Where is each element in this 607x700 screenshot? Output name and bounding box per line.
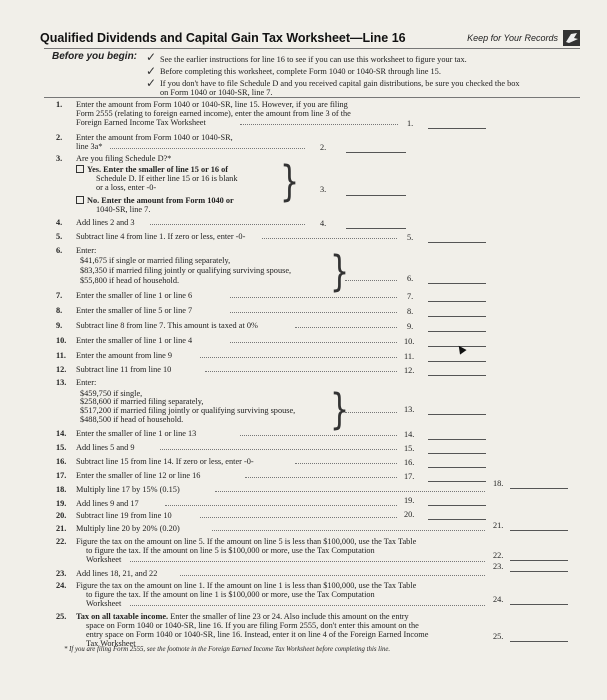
line-9-entry[interactable] — [428, 322, 486, 332]
line-24-entry[interactable] — [510, 595, 568, 605]
line-13-entry[interactable] — [428, 405, 486, 415]
line-18-text: Multiply line 17 by 15% (0.15) — [76, 485, 180, 494]
line-ref: 12. — [404, 366, 415, 375]
before-item-3: If you don't have to file Schedule D and you received capital gain distributions, be sure you checked the box — [160, 79, 520, 88]
line-number: 24. — [56, 581, 67, 590]
line-12-entry[interactable] — [428, 366, 486, 376]
line-13-text: $488,500 if head of household. — [80, 415, 184, 424]
leader-dots — [200, 515, 397, 518]
line-5-text: Subtract line 4 from line 1. If zero or less, enter -0- — [76, 232, 246, 241]
keep-for-records-note: Keep for Your Records — [467, 33, 558, 43]
leader-dots — [130, 603, 485, 606]
leader-dots — [345, 410, 397, 413]
line-3-text: Are you filing Schedule D?* — [76, 154, 172, 163]
section-rule — [44, 97, 580, 98]
line-22-entry[interactable] — [510, 551, 568, 561]
line-3-yes-option[interactable]: Yes. Enter the smaller of line 15 or 16 of — [76, 165, 228, 174]
line-6-entry[interactable] — [428, 274, 486, 284]
line-ref: 19. — [404, 496, 415, 505]
leader-dots — [212, 528, 485, 531]
line-number: 1. — [56, 100, 63, 109]
line-number: 17. — [56, 471, 67, 480]
line-number: 15. — [56, 443, 67, 452]
line-7-entry[interactable] — [428, 292, 486, 302]
line-number: 14. — [56, 429, 67, 438]
line-9-text: Subtract line 8 from line 7. This amount is taxed at 0% — [76, 321, 258, 330]
line-19-text: Add lines 9 and 17 — [76, 499, 139, 508]
line-number: 12. — [56, 365, 67, 374]
line-number: 5. — [56, 232, 63, 241]
line-25-text: Tax Worksheet — [86, 639, 136, 648]
line-24-text: to figure the tax. If the amount on line 1 is $100,000 or more, use the Tax Computation — [86, 590, 375, 599]
line-24-text: Worksheet — [86, 599, 122, 608]
line-6-text: Enter: — [76, 246, 97, 255]
brace-icon: } — [330, 385, 350, 435]
leader-dots — [230, 310, 397, 313]
line-7-text: Enter the smaller of line 1 or line 6 — [76, 291, 193, 300]
line-2-text: line 3a* — [76, 142, 103, 151]
leader-dots — [230, 340, 397, 343]
line-number: 2. — [56, 133, 63, 142]
leader-dots — [165, 503, 397, 506]
line-8-entry[interactable] — [428, 307, 486, 317]
line-2-entry[interactable] — [346, 143, 406, 153]
line-number: 23. — [56, 569, 67, 578]
footnote: * If you are filing Form 2555, see the footnote in the Foreign Earned Income Tax Worksheet before completing this line. — [64, 646, 391, 653]
leader-dots — [110, 146, 305, 149]
line-ref: 2. — [320, 143, 327, 152]
before-item-1: See the earlier instructions for line 16 to see if you can use this worksheet to figure your tax. — [160, 55, 467, 64]
line-1-text: Form 2555 (relating to foreign earned income), enter the amount from line 3 of the — [76, 109, 351, 118]
line-21-entry[interactable] — [510, 521, 568, 531]
line-ref: 7. — [407, 292, 414, 301]
before-item-3-cont: on Form 1040 or 1040-SR, line 7. — [160, 88, 273, 97]
line-ref: 20. — [404, 510, 415, 519]
line-ref: 8. — [407, 307, 414, 316]
line-3-no-option[interactable]: No. Enter the amount from Form 1040 or — [76, 196, 234, 205]
line-number: 16. — [56, 457, 67, 466]
line-11-entry[interactable] — [428, 352, 486, 362]
line-17-entry[interactable] — [428, 472, 486, 482]
line-number: 11. — [56, 351, 66, 360]
line-ref: 23. — [493, 562, 504, 571]
line-5-entry[interactable] — [428, 233, 486, 243]
line-13-text: Enter: — [76, 378, 97, 387]
leader-dots — [262, 236, 397, 239]
line-6-text: $55,800 if head of household. — [80, 276, 180, 285]
page-title: Qualified Dividends and Capital Gain Tax Worksheet—Line 16 — [40, 31, 406, 45]
leader-dots — [150, 222, 305, 225]
leader-dots — [200, 355, 397, 358]
before-you-begin-label: Before you begin: — [52, 51, 138, 62]
line-12-text: Subtract line 11 from line 10 — [76, 365, 172, 374]
line-2-text: Enter the amount from Form 1040 or 1040-SR, — [76, 133, 233, 142]
line-ref: 11. — [404, 352, 415, 361]
leader-dots — [240, 122, 398, 125]
line-3-text: or a loss, enter -0- — [96, 183, 157, 192]
line-22-text: Figure the tax on the amount on line 5. If the amount on line 5 is less than $100,000, use the Tax Table — [76, 537, 417, 546]
line-25-text: Tax on all taxable income. Enter the smaller of line 23 or 24. Also include this amount on the entry — [76, 612, 409, 621]
line-ref: 14. — [404, 430, 415, 439]
line-number: 10. — [56, 336, 67, 345]
line-number: 22. — [56, 537, 67, 546]
line-8-text: Enter the smaller of line 5 or line 7 — [76, 306, 193, 315]
line-number: 13. — [56, 378, 67, 387]
line-number: 25. — [56, 612, 67, 621]
irs-eagle-logo — [563, 30, 580, 46]
line-number: 7. — [56, 291, 63, 300]
line-14-entry[interactable] — [428, 430, 486, 440]
line-4-text: Add lines 2 and 3 — [76, 218, 135, 227]
line-23-entry[interactable] — [510, 562, 568, 572]
line-6-text: $83,350 if married filing jointly or qualifying surviving spouse, — [80, 266, 292, 275]
leader-dots — [160, 447, 397, 450]
line-ref: 9. — [407, 322, 414, 331]
leader-dots — [295, 461, 397, 464]
line-25-entry[interactable] — [510, 632, 568, 642]
line-number: 3. — [56, 154, 63, 163]
line-11-text: Enter the amount from line 9 — [76, 351, 173, 360]
leader-dots — [295, 325, 397, 328]
line-25-text: entry space on Form 1040 or 1040-SR, line 16. Instead, enter it on line 4 of the Foreign Earned Income — [86, 630, 429, 639]
line-number: 18. — [56, 485, 67, 494]
leader-dots — [345, 278, 397, 281]
line-number: 6. — [56, 246, 63, 255]
line-1-entry[interactable] — [428, 119, 486, 129]
line-ref: 6. — [407, 274, 414, 283]
line-21-text: Multiply line 20 by 20% (0.20) — [76, 524, 180, 533]
leader-dots — [215, 489, 485, 492]
line-16-text: Subtract line 15 from line 14. If zero or less, enter -0- — [76, 457, 254, 466]
leader-dots — [130, 559, 485, 562]
line-number: 21. — [56, 524, 67, 533]
line-23-text: Add lines 18, 21, and 22 — [76, 569, 158, 578]
line-14-text: Enter the smaller of line 1 or line 13 — [76, 429, 197, 438]
line-ref: 25. — [493, 632, 504, 641]
line-16-entry[interactable] — [428, 458, 486, 468]
before-item-2: Before completing this worksheet, complete Form 1040 or 1040-SR through line 15. — [160, 67, 441, 76]
line-10-text: Enter the smaller of line 1 or line 4 — [76, 336, 193, 345]
line-3-entry[interactable] — [346, 186, 406, 196]
line-ref: 10. — [404, 337, 415, 346]
line-20-entry[interactable] — [428, 510, 486, 520]
line-1-text: Enter the amount from Form 1040 or 1040-SR, line 15. However, if you are filing — [76, 100, 348, 109]
line-22-text: Worksheet — [86, 555, 122, 564]
line-17-text: Enter the smaller of line 12 or line 16 — [76, 471, 201, 480]
line-number: 19. — [56, 499, 67, 508]
line-number: 20. — [56, 511, 67, 520]
header-rule — [44, 48, 580, 49]
line-15-entry[interactable] — [428, 444, 486, 454]
line-ref: 15. — [404, 444, 415, 453]
line-ref: 3. — [320, 185, 327, 194]
leader-dots — [245, 475, 397, 478]
line-number: 4. — [56, 218, 63, 227]
line-ref: 1. — [407, 119, 414, 128]
line-19-entry[interactable] — [428, 496, 486, 506]
line-ref: 24. — [493, 595, 504, 604]
line-20-text: Subtract line 19 from line 10 — [76, 511, 172, 520]
line-4-entry[interactable] — [346, 219, 406, 229]
leader-dots — [240, 433, 397, 436]
line-ref: 22. — [493, 551, 504, 560]
worksheet-header — [40, 31, 580, 47]
line-ref: 13. — [404, 405, 415, 414]
line-ref: 4. — [320, 219, 327, 228]
leader-dots — [205, 369, 397, 372]
line-3-text: Schedule D. If either line 15 or 16 is blank — [96, 174, 238, 183]
line-number: 9. — [56, 321, 63, 330]
line-ref: 17. — [404, 472, 415, 481]
line-3-text: 1040-SR, line 7. — [96, 205, 151, 214]
yes-checkbox[interactable] — [76, 165, 84, 173]
checkmark-icon: ✓ — [146, 50, 157, 64]
leader-dots — [230, 295, 397, 298]
line-13-text: $258,600 if married filing separately, — [80, 397, 204, 406]
brace-icon: } — [330, 247, 350, 297]
line-ref: 18. — [493, 479, 504, 488]
line-22-text: to figure the tax. If the amount on line 5 is $100,000 or more, use the Tax Computation — [86, 546, 375, 555]
no-checkbox[interactable] — [76, 196, 84, 204]
line-1-text: Foreign Earned Income Tax Worksheet — [76, 118, 206, 127]
line-ref: 21. — [493, 521, 504, 530]
leader-dots — [180, 573, 485, 576]
line-ref: 5. — [407, 233, 414, 242]
line-15-text: Add lines 5 and 9 — [76, 443, 135, 452]
line-number: 8. — [56, 306, 63, 315]
line-18-entry[interactable] — [510, 479, 568, 489]
line-13-text: $459,750 if single, — [80, 389, 143, 398]
line-6-text: $41,675 if single or married filing separately, — [80, 256, 231, 265]
line-24-text: Figure the tax on the amount on line 1. If the amount on line 1 is less than $100,000, use the Tax Table — [76, 581, 417, 590]
brace-icon: } — [280, 157, 300, 207]
line-ref: 16. — [404, 458, 415, 467]
line-13-text: $517,200 if married filing jointly or qualifying surviving spouse, — [80, 406, 296, 415]
line-25-text: space on Form 1040 or 1040-SR, line 16. If you are filing Form 2555, don't enter this amount on the — [86, 621, 419, 630]
checkmark-icon: ✓ — [146, 76, 157, 90]
checkmark-icon: ✓ — [146, 64, 157, 78]
